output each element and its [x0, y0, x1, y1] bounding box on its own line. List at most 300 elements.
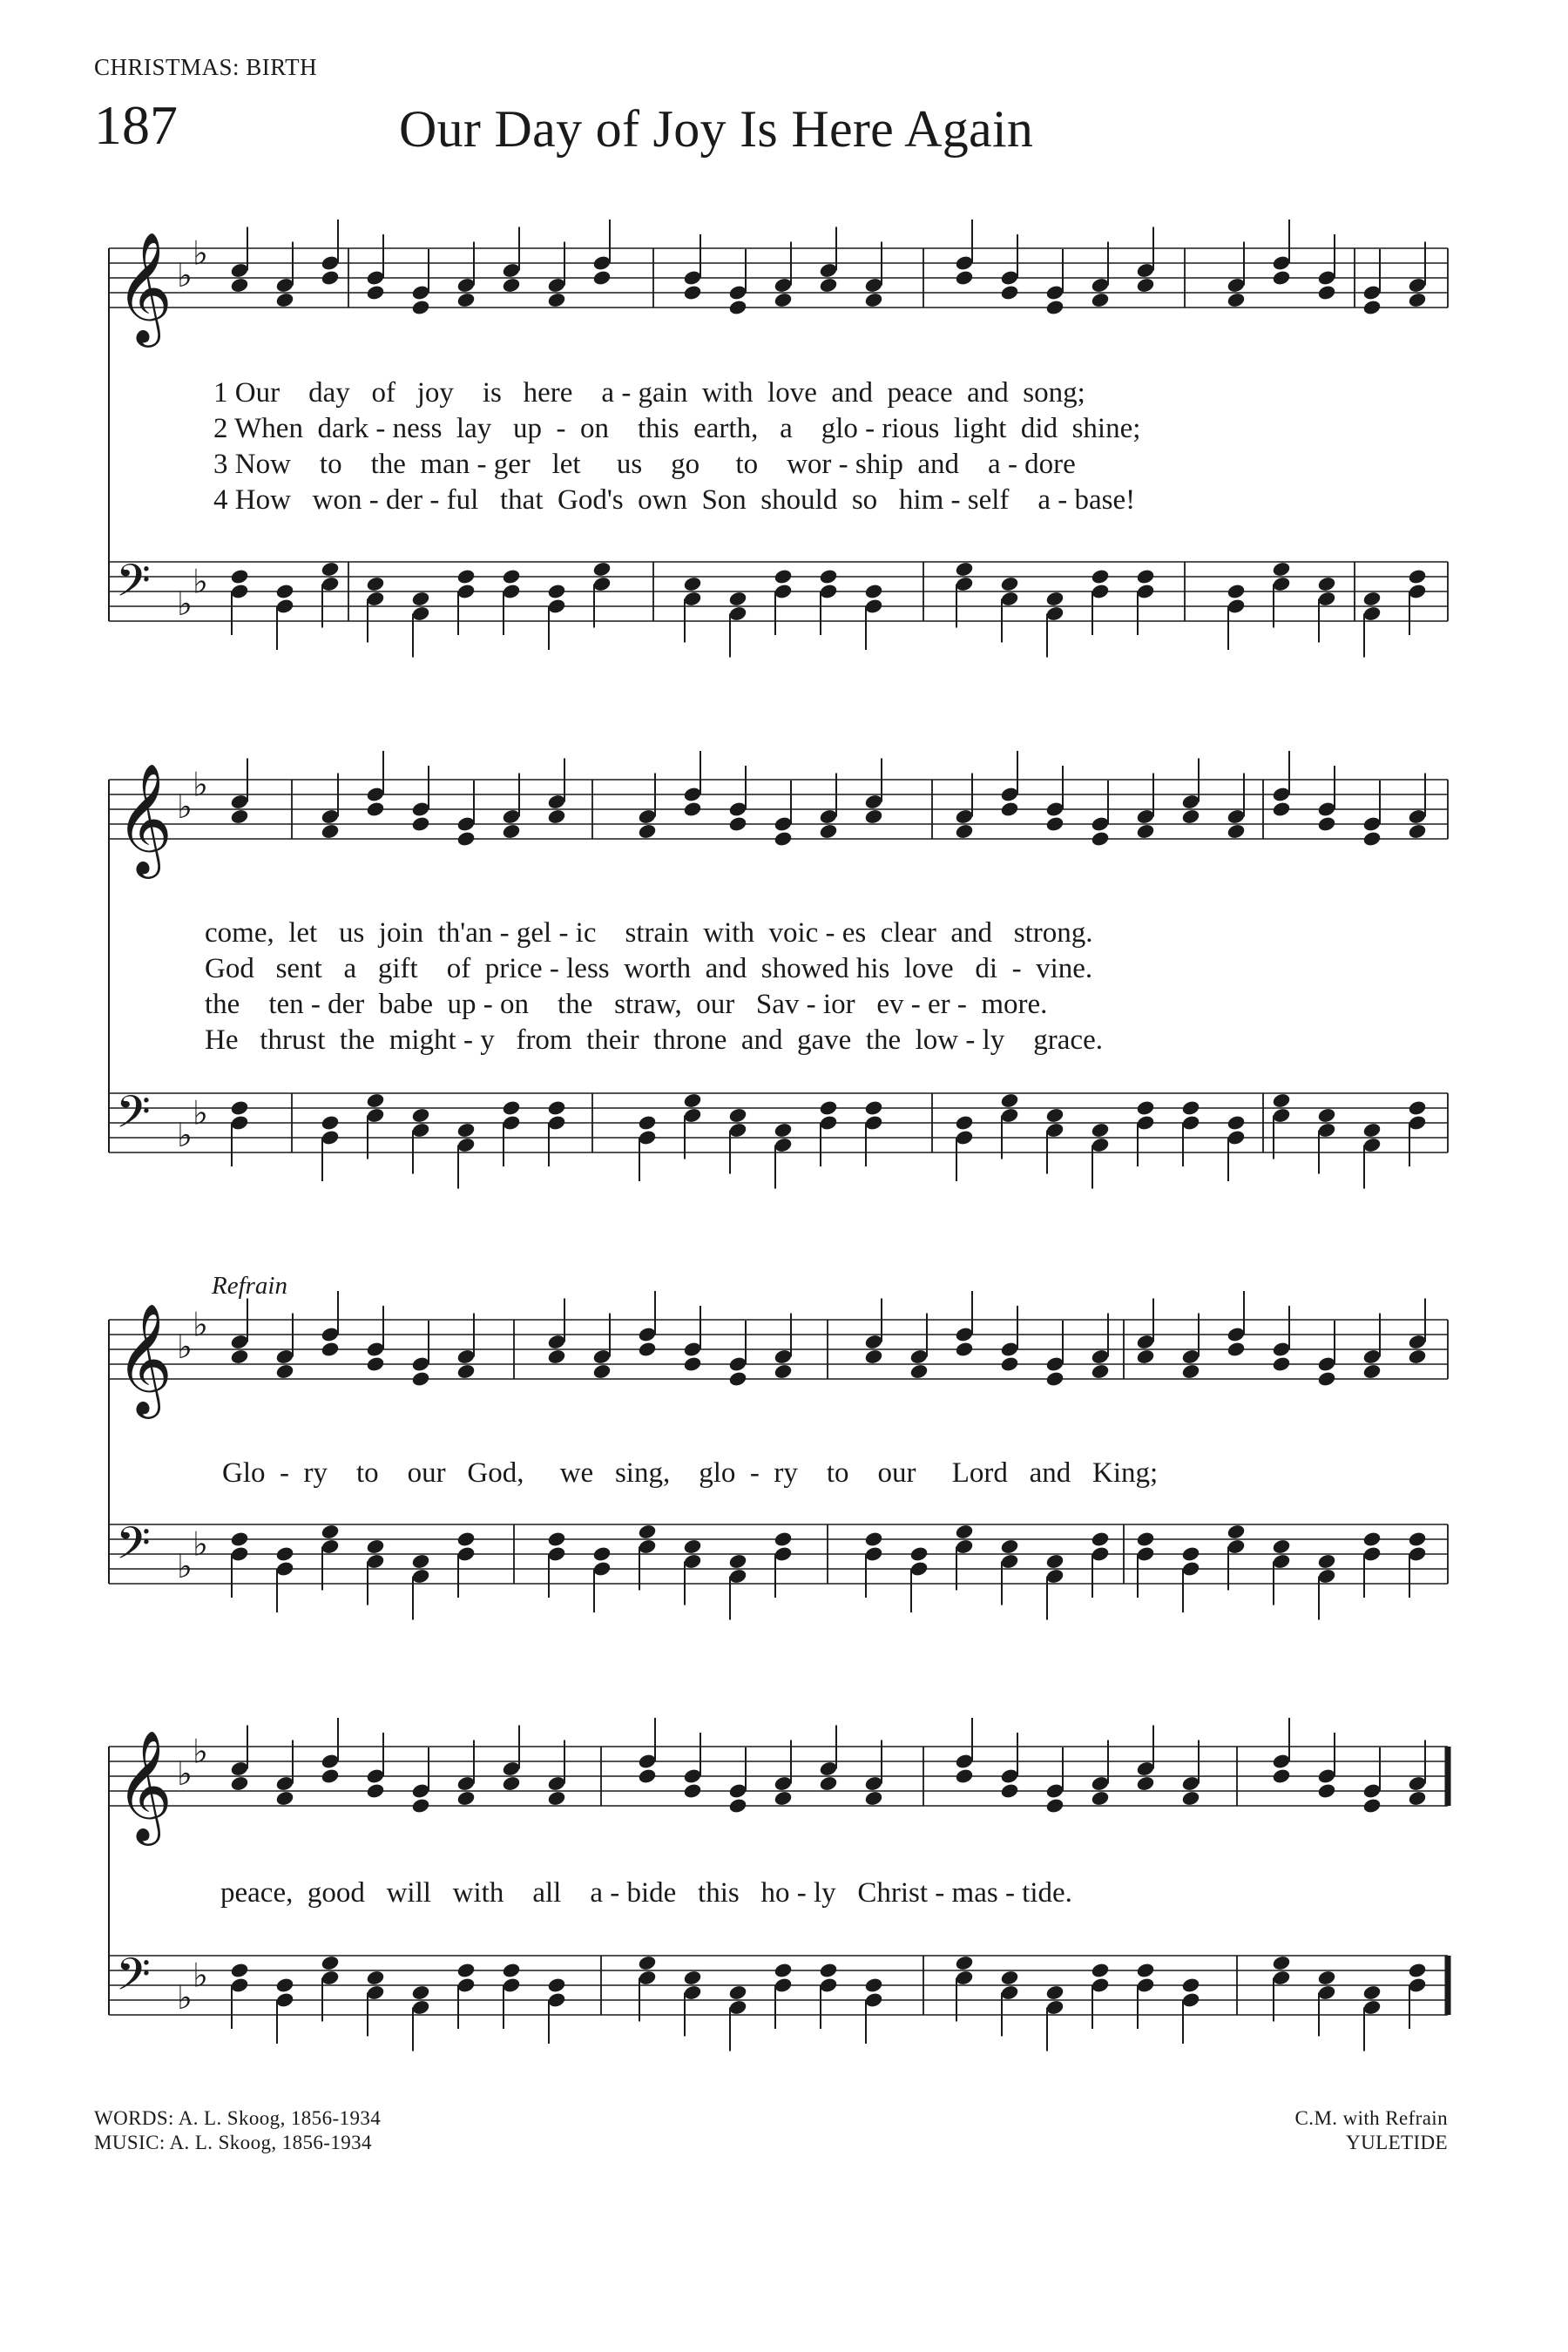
notehead [955, 1955, 975, 1972]
notehead [1000, 1092, 1020, 1110]
refrain-line: peace, good will with all a - bide this ho - ly Christ - mas - tide. [220, 1877, 1072, 1909]
notehead [592, 1545, 612, 1563]
notehead [774, 1962, 794, 1979]
notehead [411, 591, 431, 608]
notehead [230, 1962, 250, 1979]
notehead [1272, 786, 1292, 803]
notehead [592, 1363, 612, 1381]
music-system-2 [0, 762, 1568, 1237]
notehead [411, 1107, 431, 1125]
notehead [683, 1767, 703, 1785]
notehead [1317, 815, 1337, 833]
notehead [592, 254, 612, 272]
notehead [1045, 1999, 1065, 2017]
notehead [728, 815, 748, 833]
notehead [502, 1099, 522, 1117]
notehead [411, 605, 431, 623]
notehead [366, 1107, 386, 1125]
notehead [1136, 1962, 1156, 1979]
notehead [456, 1122, 476, 1139]
notehead [1362, 1782, 1382, 1800]
notehead [321, 808, 341, 826]
notehead [1000, 801, 1020, 818]
notehead [728, 1999, 748, 2017]
flat-sign: ♭ [177, 1754, 193, 1793]
notehead [1045, 1370, 1065, 1388]
notehead [1136, 277, 1156, 294]
notehead [547, 1977, 567, 1994]
notehead [502, 823, 522, 841]
notehead [1272, 1092, 1292, 1110]
notehead [638, 1955, 658, 1972]
notehead [1000, 269, 1020, 287]
notehead [683, 284, 703, 301]
notehead [1181, 1790, 1201, 1808]
notehead [955, 1129, 975, 1146]
notehead [547, 583, 567, 600]
notehead [1136, 1348, 1156, 1366]
notehead [1272, 1341, 1292, 1358]
notehead [456, 1531, 476, 1548]
notehead [1317, 1122, 1337, 1139]
notehead [275, 292, 295, 309]
notehead [683, 1970, 703, 1987]
notehead [683, 1107, 703, 1125]
notehead [1408, 277, 1428, 294]
credits [94, 2106, 381, 2155]
notehead [456, 830, 476, 848]
flat-sign: ♭ [177, 256, 193, 294]
notehead [321, 1767, 341, 1785]
notehead [1181, 1977, 1201, 1994]
notehead [1045, 1122, 1065, 1139]
notehead [1362, 1363, 1382, 1381]
notehead [411, 1355, 431, 1373]
notehead [366, 591, 386, 608]
music-system-3-refrain [0, 1272, 1568, 1655]
notehead [502, 568, 522, 585]
notehead [1272, 254, 1292, 272]
notehead [1136, 808, 1156, 826]
notehead [411, 1984, 431, 2002]
flat-sign: ♭ [193, 1524, 208, 1564]
notehead [955, 1114, 975, 1132]
notehead [638, 1753, 658, 1770]
notehead [1317, 1553, 1337, 1571]
notehead [1227, 1524, 1247, 1541]
notehead [230, 808, 250, 826]
notehead [1181, 1348, 1201, 1366]
hymn-number: 187 [94, 94, 178, 156]
notehead [411, 284, 431, 301]
notehead [819, 808, 839, 826]
notehead [1272, 1970, 1292, 1987]
verse-4-line: 4 How won - der - ful that God's own Son should so him - self a - base! [213, 484, 1136, 516]
notehead [819, 1775, 839, 1793]
notehead [1136, 262, 1156, 280]
notehead [547, 292, 567, 309]
notehead [275, 1363, 295, 1381]
notehead [955, 561, 975, 578]
notehead [864, 598, 884, 615]
notehead [638, 1129, 658, 1146]
notehead [638, 823, 658, 841]
notehead [321, 1341, 341, 1358]
notehead [955, 269, 975, 287]
notehead [864, 1790, 884, 1808]
notehead [230, 1099, 250, 1117]
notehead [275, 1775, 295, 1793]
notehead [230, 568, 250, 585]
notehead [275, 583, 295, 600]
notehead [1136, 1334, 1156, 1351]
notehead [638, 1326, 658, 1343]
notehead [366, 284, 386, 301]
notehead [1000, 1970, 1020, 1987]
notehead [774, 1137, 794, 1154]
notehead [819, 583, 839, 600]
notehead [864, 1991, 884, 2009]
notehead [1000, 1355, 1020, 1373]
notehead [321, 1955, 341, 1972]
notehead [1091, 1363, 1111, 1381]
notehead [638, 1524, 658, 1541]
flat-sign: ♭ [193, 765, 208, 804]
notehead [275, 1545, 295, 1563]
notehead [774, 1531, 794, 1548]
notehead [955, 254, 975, 272]
notehead [909, 1363, 929, 1381]
music-system-1 [0, 231, 1568, 723]
notehead [1045, 801, 1065, 818]
notehead [230, 1977, 250, 1994]
notehead [1091, 1790, 1111, 1808]
notehead [1136, 568, 1156, 585]
notehead [1272, 1753, 1292, 1770]
notehead [1181, 794, 1201, 811]
notehead [1272, 269, 1292, 287]
notehead [864, 1334, 884, 1351]
notehead [1045, 1984, 1065, 2002]
bass-clef: 𝄢 [116, 1948, 151, 2011]
notehead [411, 1782, 431, 1800]
notehead [1317, 1107, 1337, 1125]
notehead [1408, 823, 1428, 841]
notehead [275, 598, 295, 615]
notehead [456, 583, 476, 600]
notehead [1272, 1553, 1292, 1571]
notehead [864, 292, 884, 309]
notehead [275, 1790, 295, 1808]
notehead [728, 605, 748, 623]
notehead [547, 1991, 567, 2009]
notehead [456, 1348, 476, 1366]
notehead [1000, 1782, 1020, 1800]
hymn-title: Our Day of Joy Is Here Again [399, 100, 1034, 158]
notehead [1136, 1977, 1156, 1994]
flat-sign: ♭ [193, 562, 208, 601]
notehead [1181, 1775, 1201, 1793]
notehead [955, 808, 975, 826]
notehead [230, 1775, 250, 1793]
notehead [230, 277, 250, 294]
notehead [1408, 1334, 1428, 1351]
notehead [411, 815, 431, 833]
notehead [592, 1560, 612, 1578]
verse-3-line: the ten - der babe up - on the straw, our Sav - ior ev - er - more. [205, 989, 1048, 1020]
notehead [321, 576, 341, 593]
notehead [864, 1775, 884, 1793]
notehead [411, 1999, 431, 2017]
notehead [275, 1560, 295, 1578]
notehead [728, 1797, 748, 1815]
notehead [864, 1348, 884, 1366]
notehead [321, 1970, 341, 1987]
notehead [728, 1355, 748, 1373]
notehead [1227, 1326, 1247, 1343]
notehead [275, 1977, 295, 1994]
notehead [864, 1099, 884, 1117]
notehead [502, 583, 522, 600]
refrain-line: Glo - ry to our God, we sing, glo - ry to our Lord and King; [222, 1457, 1159, 1489]
notehead [774, 292, 794, 309]
notehead [456, 568, 476, 585]
notehead [1045, 605, 1065, 623]
notehead [592, 561, 612, 578]
notehead [411, 1553, 431, 1571]
notehead [683, 1092, 703, 1110]
notehead [1181, 1545, 1201, 1563]
notehead [819, 277, 839, 294]
notehead [1091, 1545, 1111, 1563]
notehead [1362, 815, 1382, 833]
notehead [955, 1970, 975, 1987]
notehead [1408, 1545, 1428, 1563]
treble-clef: 𝄞 [116, 762, 173, 874]
notehead [864, 794, 884, 811]
notehead [1181, 808, 1201, 826]
notehead [955, 1524, 975, 1541]
notehead [819, 1099, 839, 1117]
flat-sign: ♭ [193, 1732, 208, 1771]
notehead [728, 1553, 748, 1571]
notehead [547, 1348, 567, 1366]
notehead [774, 277, 794, 294]
notehead [366, 1092, 386, 1110]
notehead [456, 1962, 476, 1979]
notehead [728, 801, 748, 818]
tune-info [1295, 2106, 1448, 2155]
notehead [864, 1114, 884, 1132]
notehead [683, 801, 703, 818]
notehead [230, 1334, 250, 1351]
notehead [1227, 583, 1247, 600]
notehead [1408, 1531, 1428, 1548]
notehead [1091, 1775, 1111, 1793]
notehead [1362, 1999, 1382, 2017]
notehead [1272, 801, 1292, 818]
notehead [1408, 1977, 1428, 1994]
flat-sign: ♭ [193, 1093, 208, 1132]
notehead [1136, 1775, 1156, 1793]
bass-clef: 𝄢 [116, 1085, 151, 1149]
notehead [1000, 1107, 1020, 1125]
notehead [774, 568, 794, 585]
notehead [321, 1114, 341, 1132]
notehead [819, 262, 839, 280]
bass-clef: 𝄢 [116, 1517, 151, 1580]
notehead [819, 823, 839, 841]
notehead [638, 1767, 658, 1785]
notehead [774, 583, 794, 600]
notehead [592, 269, 612, 287]
notehead [1000, 576, 1020, 593]
notehead [547, 1099, 567, 1117]
flat-sign: ♭ [177, 1116, 193, 1154]
notehead [1045, 815, 1065, 833]
notehead [955, 1326, 975, 1343]
notehead [1362, 1348, 1382, 1366]
notehead [1227, 808, 1247, 826]
notehead [1408, 1775, 1428, 1793]
notehead [1091, 1348, 1111, 1366]
flat-sign: ♭ [177, 1547, 193, 1585]
notehead [819, 1962, 839, 1979]
notehead [275, 1348, 295, 1366]
notehead [1181, 1099, 1201, 1117]
notehead [638, 1538, 658, 1556]
notehead [1045, 1553, 1065, 1571]
notehead [909, 1545, 929, 1563]
notehead [1091, 292, 1111, 309]
notehead [774, 815, 794, 833]
notehead [411, 1122, 431, 1139]
notehead [819, 1761, 839, 1778]
notehead [547, 794, 567, 811]
notehead [1227, 1341, 1247, 1358]
notehead [321, 269, 341, 287]
notehead [366, 1782, 386, 1800]
refrain-label: Refrain [212, 1272, 287, 1300]
notehead [366, 1553, 386, 1571]
notehead [275, 1991, 295, 2009]
notehead [1317, 1767, 1337, 1785]
flat-sign: ♭ [193, 1305, 208, 1344]
notehead [728, 1107, 748, 1125]
notehead [1362, 1531, 1382, 1548]
notehead [1317, 591, 1337, 608]
words-credit: WORDS: A. L. Skoog, 1856-1934 [94, 2107, 382, 2129]
notehead [1136, 1531, 1156, 1548]
notehead [1362, 284, 1382, 301]
notehead [456, 1790, 476, 1808]
notehead [456, 1363, 476, 1381]
notehead [819, 1977, 839, 1994]
notehead [1227, 823, 1247, 841]
notehead [1272, 561, 1292, 578]
notehead [1408, 1114, 1428, 1132]
notehead [1136, 1545, 1156, 1563]
notehead [728, 1984, 748, 2002]
notehead [774, 1775, 794, 1793]
notehead [502, 1114, 522, 1132]
notehead [683, 576, 703, 593]
flat-sign: ♭ [177, 787, 193, 826]
notehead [1272, 1955, 1292, 1972]
notehead [230, 1761, 250, 1778]
notehead [1227, 1129, 1247, 1146]
notehead [1317, 1355, 1337, 1373]
notehead [547, 1790, 567, 1808]
notehead [1181, 1363, 1201, 1381]
notehead [909, 1560, 929, 1578]
notehead [864, 1531, 884, 1548]
notehead [1091, 1962, 1111, 1979]
notehead [1362, 1137, 1382, 1154]
verse-3-line: 3 Now to the man - ger let us go to wor - ship and a - dore [213, 449, 1076, 480]
notehead [1045, 591, 1065, 608]
notehead [728, 1568, 748, 1585]
notehead [774, 1122, 794, 1139]
notehead [1045, 1355, 1065, 1373]
bass-clef: 𝄢 [116, 554, 151, 618]
notehead [638, 1114, 658, 1132]
notehead [321, 1326, 341, 1343]
notehead [1317, 1970, 1337, 1987]
tune-name: YULETIDE [1346, 2132, 1448, 2153]
notehead [1136, 1114, 1156, 1132]
treble-clef: 𝄞 [116, 231, 173, 342]
notehead [1227, 1114, 1247, 1132]
notehead [1408, 1962, 1428, 1979]
notehead [1408, 1790, 1428, 1808]
notehead [1045, 1107, 1065, 1125]
notehead [366, 1767, 386, 1785]
notehead [321, 561, 341, 578]
notehead [1227, 277, 1247, 294]
notehead [1272, 1538, 1292, 1556]
verse-2-line: God sent a gift of price - less worth and showed his love di - vine. [205, 953, 1093, 984]
notehead [728, 1782, 748, 1800]
notehead [1000, 284, 1020, 301]
notehead [502, 808, 522, 826]
notehead [1091, 277, 1111, 294]
notehead [1091, 1531, 1111, 1548]
notehead [366, 269, 386, 287]
notehead [502, 1962, 522, 1979]
notehead [1362, 1122, 1382, 1139]
notehead [683, 1538, 703, 1556]
notehead [547, 1114, 567, 1132]
notehead [230, 1545, 250, 1563]
notehead [230, 1114, 250, 1132]
notehead [547, 1545, 567, 1563]
notehead [1000, 1538, 1020, 1556]
notehead [1362, 299, 1382, 316]
notehead [1317, 1984, 1337, 2002]
notehead [1362, 830, 1382, 848]
notehead [321, 1753, 341, 1770]
notehead [366, 576, 386, 593]
notehead [1317, 576, 1337, 593]
notehead [819, 1114, 839, 1132]
notehead [728, 591, 748, 608]
notehead [1272, 1107, 1292, 1125]
flat-sign: ♭ [193, 1956, 208, 1995]
notehead [683, 1355, 703, 1373]
notehead [547, 277, 567, 294]
notehead [909, 1348, 929, 1366]
